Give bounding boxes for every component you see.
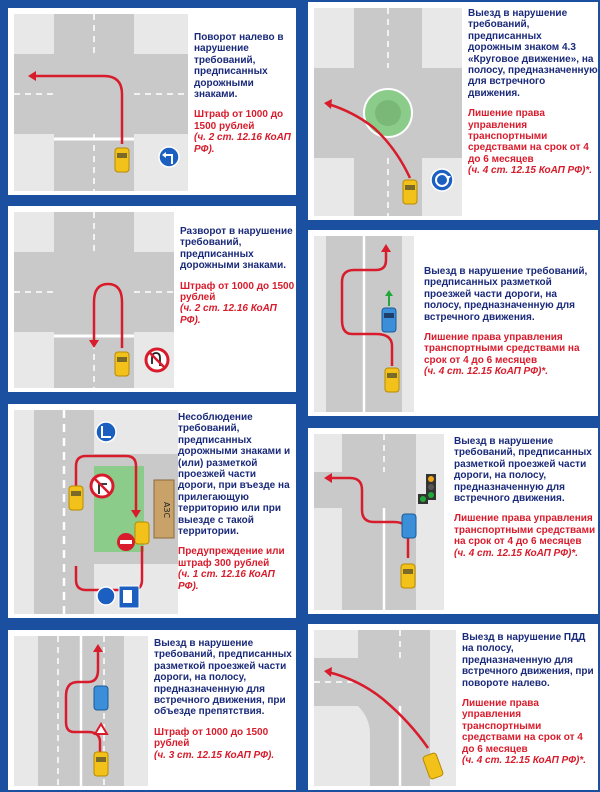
yellow-car [115,148,129,172]
blue-car [402,514,416,538]
yellow-car [69,486,83,510]
yellow-car [115,352,129,376]
panel-u-turn [6,204,298,394]
penalty-article: (ч. 4 ст. 12.15 КоАП РФ)*. [468,165,593,177]
panel-sdd-left-turn [306,622,600,792]
scene-traffic-light [314,434,444,610]
panel-left-turn [6,6,298,197]
penalty-text: Лишение права управления транспортными средствами на срок от 4 до 6 месяцев [462,698,583,755]
yellow-car [403,180,417,204]
panel-adjacent-territory [6,402,298,620]
blue-car [382,308,396,332]
parking-sign-icon [96,422,116,442]
scene-obstacle [14,636,148,786]
no-u-turn-sign-icon [146,349,168,371]
description: Несоблюдение требований, предписанных дорожными знаками и (или) разметкой проезжей части дороги, при въезде на прилегающую территорию или при выезде с такой территории. [178,412,291,538]
description: Выезд в нарушение требований, предписанных разметкой проезжей части дороги, на полосу, предназначенную для встречного движения. [454,436,592,505]
description: Выезд в нарушение ПДД на полосу, предназначенную для встречного движения, при повороте налево. [462,632,594,689]
penalty-text: Штраф от 1000 до 1500 рублей [194,109,284,132]
yellow-car [135,522,149,544]
penalty-text: Предупреждение или штраф 300 рублей [178,546,285,569]
scene-left-turn [14,14,188,191]
panel-roundabout [306,0,600,222]
text-marking-oncoming [424,266,596,378]
text-roundabout [468,8,598,177]
penalty [462,698,598,766]
penalty-text: Лишение права управления транспортными средствами на срок от 4 до 6 месяцев [454,513,596,548]
penalty [454,513,596,559]
penalty [180,281,296,327]
panel-traffic-light [306,426,600,616]
penalty-article: (ч. 4 ст. 12.15 КоАП РФ)*. [454,547,579,559]
penalty [178,546,296,592]
scene-u-turn [14,212,174,388]
panel-obstacle [6,628,298,792]
scene-marking-oncoming [314,236,414,412]
text-traffic-light [454,436,596,559]
penalty-article: (ч. 3 ст. 12.15 КоАП РФ). [154,749,275,761]
yellow-car [401,564,415,588]
text-u-turn [180,226,296,326]
description: Выезд в нарушение требований, предписанных дорожным знаком 4.3 «Круговое движение», на полосу, предназначенную для встречного движения. [468,8,598,99]
penalty-article: (ч. 4 ст. 12.15 КоАП РФ)*. [424,366,549,378]
penalty [424,332,596,378]
azs-label: АЗС [162,501,171,519]
text-left-turn [194,32,296,155]
description: Поворот налево в нарушение требований, предписанных дорожными знаками. [194,32,284,101]
penalty-text: Штраф от 1000 до 1500 рублей [180,280,295,304]
penalty-text: Лишение права управления транспортными средствами на срок от 4 до 6 месяцев [424,332,580,366]
text-adjacent-territory [178,412,296,592]
scene-sdd-left-turn [314,630,456,786]
roundabout-sign-icon [431,169,453,191]
no-entry-sign-icon [117,533,135,551]
penalty-article: (ч. 2 ст. 12.16 КоАП РФ). [194,132,291,155]
yellow-car [385,368,399,392]
description: Выезд в нарушение требований, предписанных разметкой проезжей части дороги, на полосу, предназначенную для встречного движения. [424,266,588,323]
scene-adjacent-territory [14,410,178,614]
penalty-article: (ч. 4 ст. 12.15 КоАП РФ)*. [462,755,587,767]
penalty [468,108,598,176]
left-turn-sign-icon [159,147,179,167]
penalty [154,727,296,761]
penalty [194,109,296,155]
text-obstacle [154,638,296,761]
penalty-text: Штраф от 1000 до 1500 рублей [154,726,269,750]
description: Разворот в нарушение требований, предписанных дорожными знаками. [180,226,293,272]
penalty-text: Лишение права управления транспортными средствами на срок от 4 до 6 месяцев [468,108,589,165]
penalty-article: (ч. 2 ст. 12.16 КоАП РФ). [180,303,277,326]
penalty-article: (ч. 1 ст. 12.16 КоАП РФ). [178,569,275,592]
blue-car [94,686,108,710]
scene-roundabout [314,8,462,216]
yellow-car [94,752,108,776]
description: Выезд в нарушение требований, предписанных разметкой проезжей части дороги, на полосу, предназначенную для встречного движения, при объезде препятствия. [154,638,292,718]
panel-marking-oncoming [306,228,600,418]
text-sdd-left-turn [462,632,598,766]
no-right-turn-sign-icon [91,475,113,497]
